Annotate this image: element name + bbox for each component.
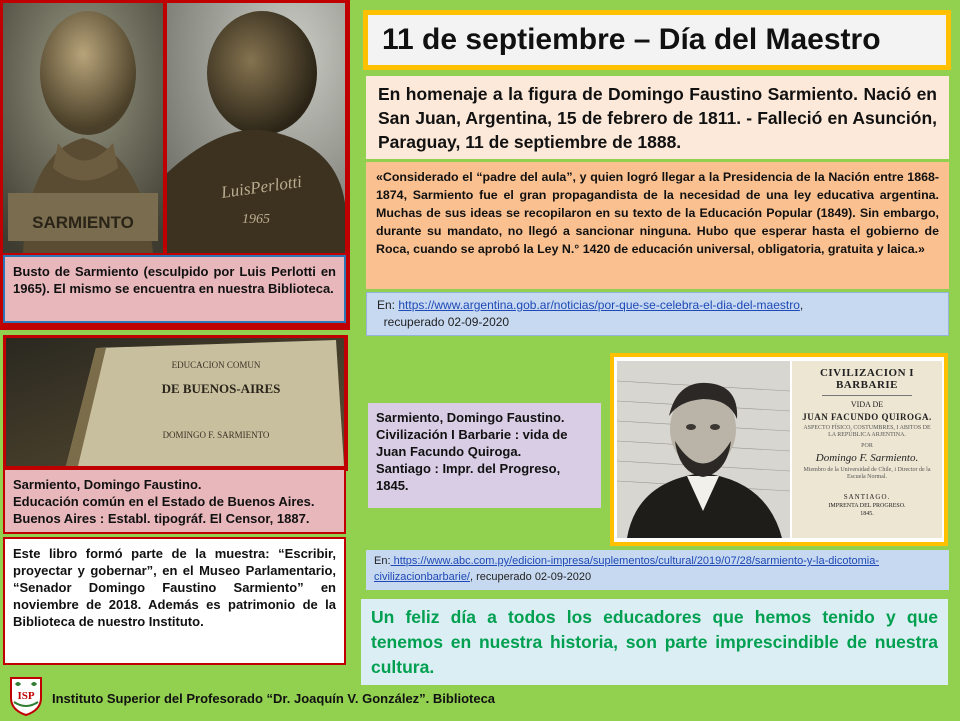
page-title-box (363, 10, 951, 70)
page-title: 11 de septiembre – Día del Maestro (382, 23, 881, 56)
source-citation-2 (366, 550, 949, 590)
title-page-rule (822, 395, 912, 396)
title-page-press: IMPRENTA DEL PROGRESO. (828, 503, 906, 509)
title-page-subtitle: ASPECTO FÍSICO, COSTUMBRES, I ABITOS DE LA REPÚBLICA ARJENTINA. (803, 425, 931, 438)
source2-prefix: En: (374, 555, 391, 567)
source1-prefix: En: (377, 298, 399, 312)
book-cover-line1: EDUCACION COMUN (171, 360, 261, 370)
book2-caption-line: Civilización I Barbarie : vida de Juan Facundo Quiroga. (376, 427, 568, 459)
book2-caption-line: Santiago : Impr. del Progreso, 1845. (376, 461, 561, 493)
book2-caption-line: Sarmiento, Domingo Faustino. (376, 410, 565, 425)
institute-logo-icon (8, 676, 44, 716)
homage-paragraph: En homenaje a la figura de Domingo Faustino Sarmiento. Nació en San Juan, Argentina, 15 de febrero de 1811. - Falleció en Asunción, Paraguay, 11 de septiembre de 1888. (366, 76, 949, 159)
title-page-author: Domingo F. Sarmiento. (815, 452, 919, 464)
title-page-author-note: Miembro de la Universidad de Chile, i Director de la Escuela Normal. (803, 467, 931, 480)
title-page-subject: JUAN FACUNDO QUIROGA. (802, 412, 932, 422)
book-educacion-comun-photo (6, 338, 344, 466)
book-civilizacion-caption (368, 403, 601, 508)
book-cover-line3: DOMINGO F. SARMIENTO (162, 430, 270, 440)
book1-caption-line: Educación común en el Estado de Buenos Aires. (13, 494, 315, 509)
bust-signature-year: 1965 (242, 212, 270, 227)
closing-message: Un feliz día a todos los educadores que hemos tenido y que tenemos en nuestra historia, son parte imprescindible de nuestra cultura. (361, 599, 948, 685)
bust-side-photo (167, 3, 345, 253)
book1-caption-line: Buenos Aires : Establ. tipográf. El Censor, 1887. (13, 511, 310, 526)
bust-caption: Busto de Sarmiento (esculpido por Luis Perlotti en 1965). El mismo se encuentra en nuestra Biblioteca. (3, 255, 346, 323)
title-page-city: SANTIAGO. (843, 493, 891, 501)
source2-suffix: , recuperado 02-09-2020 (470, 571, 592, 583)
footer-institution: Instituto Superior del Profesorado “Dr. Joaquín V. González”. Biblioteca (52, 691, 496, 706)
bust-plaque-text: SARMIENTO (32, 213, 134, 232)
book-cover-line2: DE BUENOS-AIRES (161, 381, 281, 396)
bust-signature: LuisPerlotti (219, 171, 304, 202)
logo-letters: ISP (17, 690, 35, 702)
source-citation-1 (366, 292, 949, 336)
title-page-year: 1845. (860, 511, 874, 517)
title-page-vida: VIDA DE (850, 400, 884, 409)
source1-suffix: , (799, 298, 804, 312)
quote-paragraph: «Considerado el “padre del aula”, y quien logró llegar a la Presidencia de la Nación entre 1868-1874, Sarmiento fue el gran propagandista de la necesidad de una ley educativa argentina. Muchas de sus ideas se recopilaron en su texto de la Educación Popular (1849). Sin embargo, durante su mandato, no llegó a sancionar ninguna. Hubo que esperar hasta el gobierno de Roca, cuando se aprobó la Ley N.° 1420 de educación universal, obligatoria, gratuita y laica.» (366, 162, 949, 289)
book1-caption-line: Sarmiento, Domingo Faustino. (13, 477, 202, 492)
source1-retrieved: recuperado 02-09-2020 (383, 315, 510, 329)
sarmiento-portrait (617, 361, 790, 538)
book-exhibition-note: Este libro formó parte de la muestra: “Escribir, proyectar y gobernar”, en el Museo Parlamentario, “Senador Domingo Faustino Sarmiento” en noviembre de 2018. Además es patrimonio de la Biblioteca de nuestro Instituto. (3, 537, 346, 665)
source2-link[interactable]: https://www.abc.com.py/edicion-impresa/suplementos/cultural/2019/07/28/sarmiento-y-la-dicotomia-civilizacionbarbarie/ (374, 555, 880, 583)
civilizacion-title-page (792, 361, 942, 538)
source1-link[interactable]: https://www.argentina.gob.ar/noticias/por-que-se-celebra-el-dia-del-maestro (398, 298, 800, 312)
title-page-title: CIVILIZACION I BARBARIE (819, 367, 915, 391)
bust-front-photo (3, 3, 163, 253)
title-page-author-intro: POR (861, 443, 873, 449)
book-educacion-comun-caption (3, 468, 346, 534)
